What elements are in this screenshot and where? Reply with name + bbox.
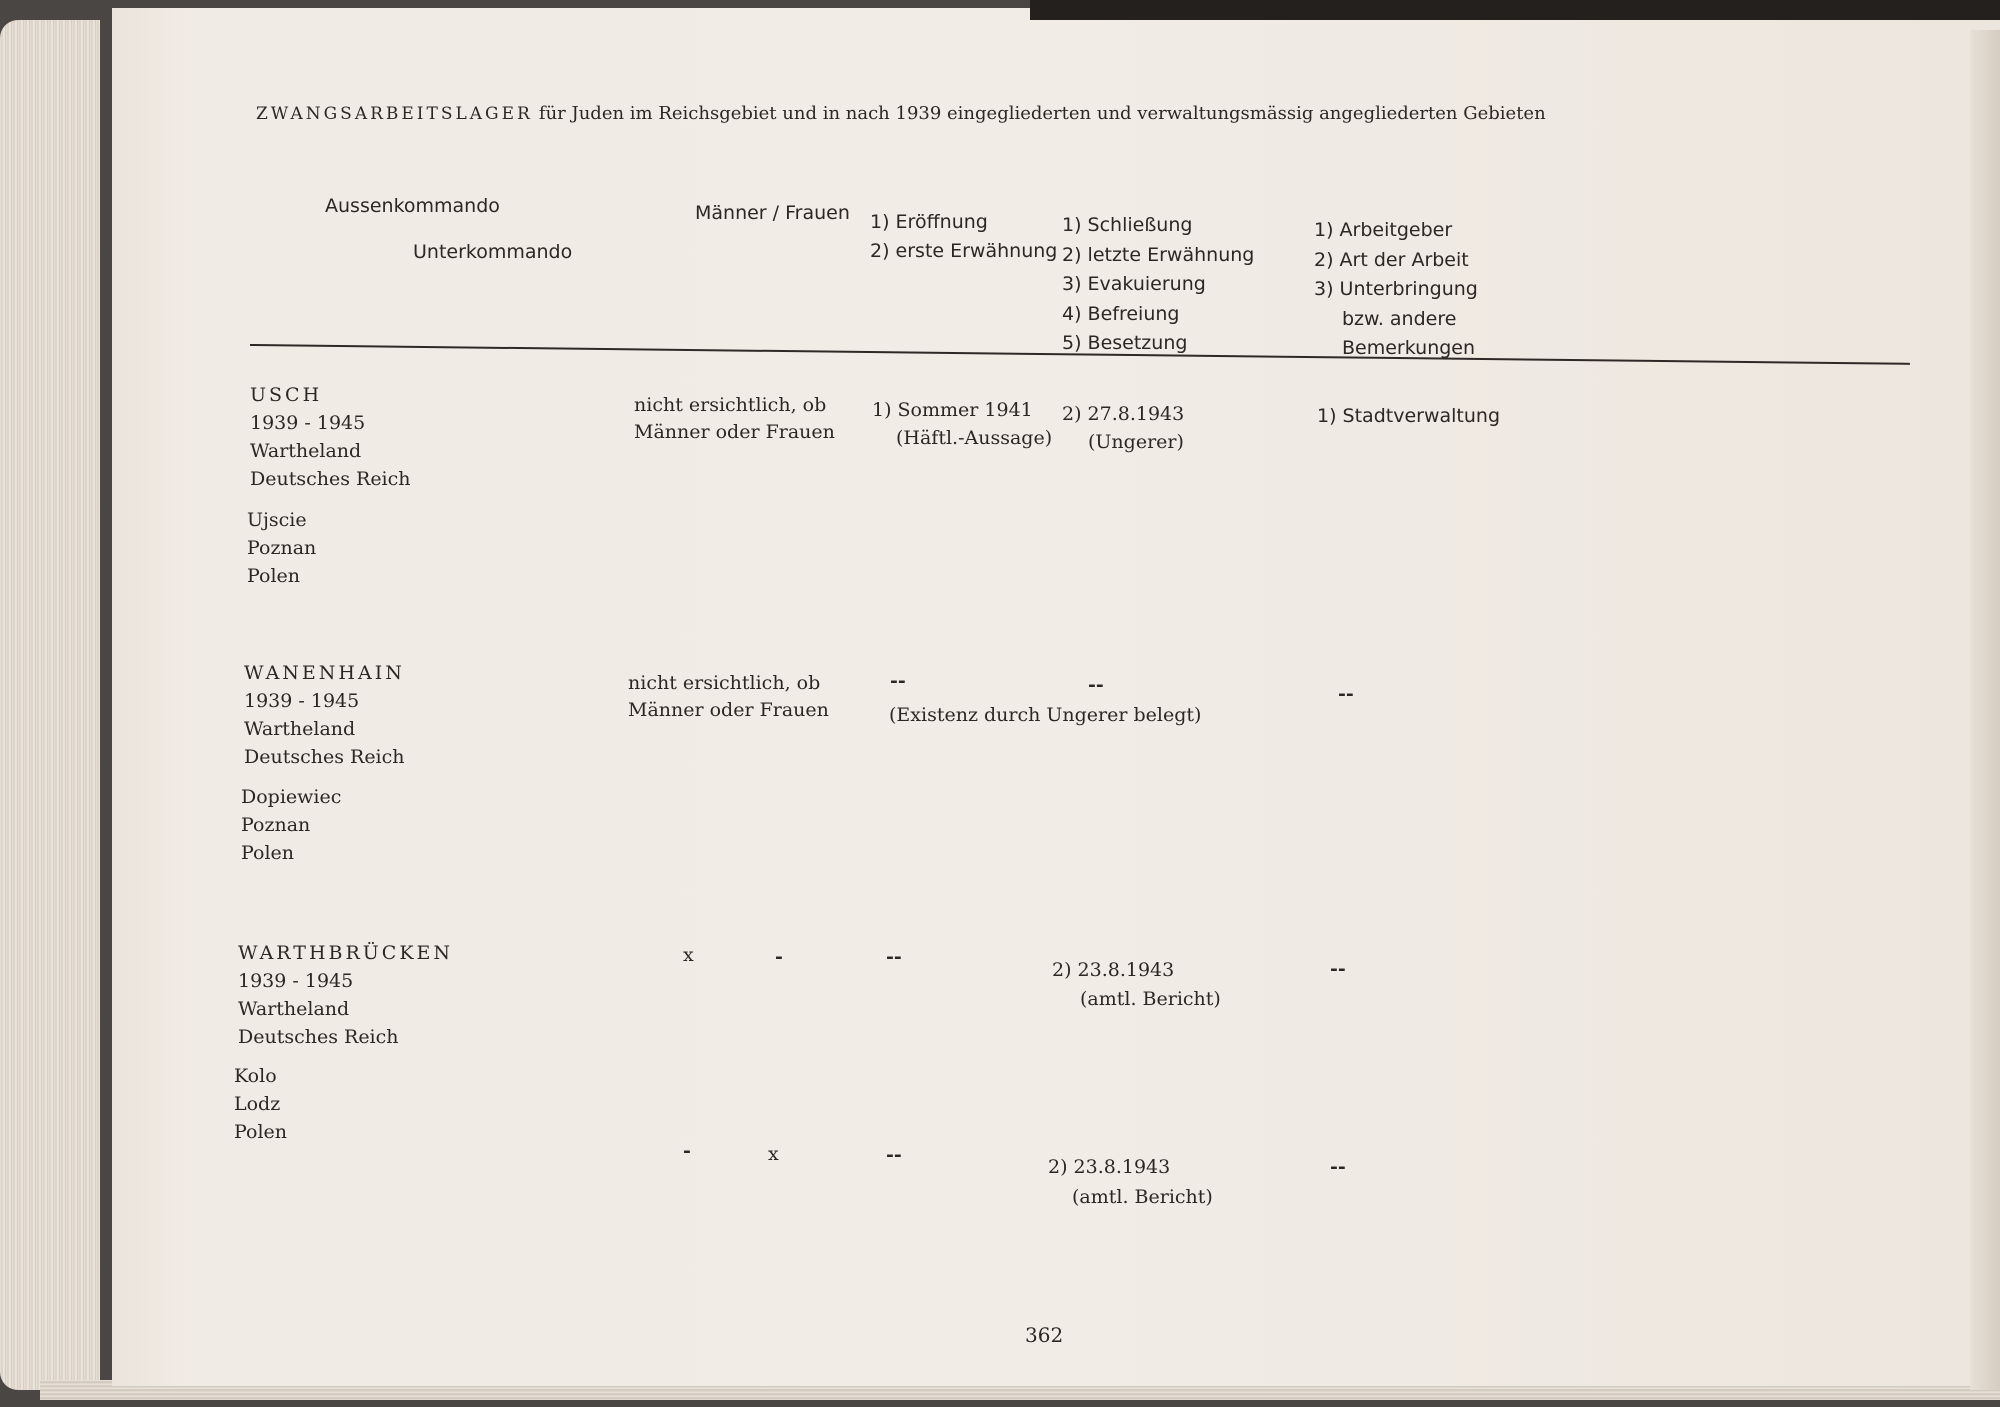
row2-col4-line: 2) 23.8.1943 [1048,1156,1171,1178]
row2-col4 [1048,1152,1213,1212]
row1-col4-line: (amtl. Bericht) [1080,988,1221,1010]
entry-line: 1939 - 1945 [244,690,360,712]
header-col4-line: 2) letzte Erwähnung [1062,243,1255,266]
entry-sub-line: Poznan [241,814,311,836]
entry-wanenhain-location [244,659,405,771]
header-aussenkommando: Aussenkommando [325,195,500,217]
entry-usch-col3 [872,396,1052,452]
entry-sub-line: Polen [234,1121,288,1143]
entry-line: 1939 - 1945 [238,970,354,992]
header-col3-line: 2) erste Erwähnung [870,240,1058,262]
header-col5-line: Bemerkungen [1342,337,1476,359]
header-col4-line: 4) Befreiung [1062,302,1180,325]
page-top-shadow [1030,0,2000,20]
entry-line: Wartheland [238,998,350,1020]
entry-usch-location [250,381,411,493]
entry-wanenhain-mf [628,670,829,724]
page-number: 362 [1025,1323,1064,1347]
entry-sub-line: Ujscie [247,509,307,531]
row2-col4-line: (amtl. Bericht) [1072,1186,1213,1208]
row1-frauen: - [775,946,783,968]
row1-col4 [1052,956,1221,1014]
row2-col5: -- [1330,1156,1346,1178]
entry-line: Wartheland [244,718,356,740]
header-col3 [870,208,1057,266]
entry-name: WARTHBRÜCKEN [238,942,454,964]
entry-line: Deutsches Reich [250,468,411,490]
header-col5 [1314,216,1478,364]
entry-wanenhain-sublocation [241,783,341,867]
header-col4-line: 1) Schließung [1062,214,1193,236]
header-col5-line: 1) Arbeitgeber [1314,219,1453,241]
entry-line: Deutsches Reich [244,746,405,768]
document-title [256,104,1546,123]
header-col4-line: 5) Besetzung [1062,332,1188,354]
entry-col4-line: 2) 27.8.1943 [1062,403,1185,425]
header-unterkommando: Unterkommando [413,241,573,263]
entry-warthbruecken-location [238,939,453,1051]
entry-wanenhain-col5: -- [1338,683,1354,705]
entry-mf-line: Männer oder Frauen [634,421,835,443]
row2-col3: -- [886,1144,902,1166]
entry-wanenhain-col4: -- [1088,674,1104,696]
row1-col5: -- [1330,958,1346,980]
entry-warthbruecken-sublocation [234,1062,287,1146]
row2-frauen: x [768,1143,779,1165]
row2-maenner: - [683,1140,691,1162]
entry-line: 1939 - 1945 [250,412,366,434]
title-caps: ZWANGSARBEITSLAGER [256,104,533,124]
header-col4-line: 3) Evakuierung [1062,273,1206,295]
entry-name: USCH [250,384,323,406]
book-page-edges [0,20,100,1390]
entry-usch-mf [634,392,835,446]
entry-sub-line: Lodz [234,1093,281,1115]
entry-sub-line: Poznan [247,537,317,559]
entry-col3-line: 1) Sommer 1941 [872,399,1033,421]
entry-name: WANENHAIN [244,662,405,684]
entry-col4-line: (Ungerer) [1088,431,1184,453]
entry-line: Wartheland [250,440,362,462]
entry-mf-line: nicht ersichtlich, ob [628,672,821,694]
header-col5-line: 2) Art der Arbeit [1314,248,1469,271]
entry-usch-sublocation [247,506,316,590]
row1-col4-line: 2) 23.8.1943 [1052,959,1175,981]
entry-sub-line: Polen [247,565,301,587]
row1-col3: -- [886,946,902,968]
entry-usch-col5: 1) Stadtverwaltung [1317,405,1501,427]
entry-line: Deutsches Reich [238,1026,399,1048]
entry-usch-col4 [1062,400,1184,456]
header-maenner-frauen: Männer / Frauen [695,202,850,224]
entry-col3-line: (Häftl.-Aussage) [896,427,1053,449]
entry-mf-line: nicht ersichtlich, ob [634,394,827,416]
entry-wanenhain-col3: -- [890,670,906,692]
entry-sub-line: Kolo [234,1065,277,1087]
title-rest: für Juden im Reichsgebiet und in nach 1939 eingegliederten und verwaltungsmässig angegliederten Gebieten [538,103,1546,124]
entry-sub-line: Polen [241,842,295,864]
page-right-edge [1970,30,2000,1390]
header-col5-line: 3) Unterbringung [1314,278,1478,300]
header-col3-line: 1) Eröffnung [870,211,988,233]
row1-maenner: x [683,944,694,966]
header-col5-line: bzw. andere [1342,307,1457,330]
header-col4 [1062,211,1254,359]
entry-wanenhain-note: (Existenz durch Ungerer belegt) [889,704,1202,726]
entry-sub-line: Dopiewiec [241,786,342,808]
entry-mf-line: Männer oder Frauen [628,699,829,721]
